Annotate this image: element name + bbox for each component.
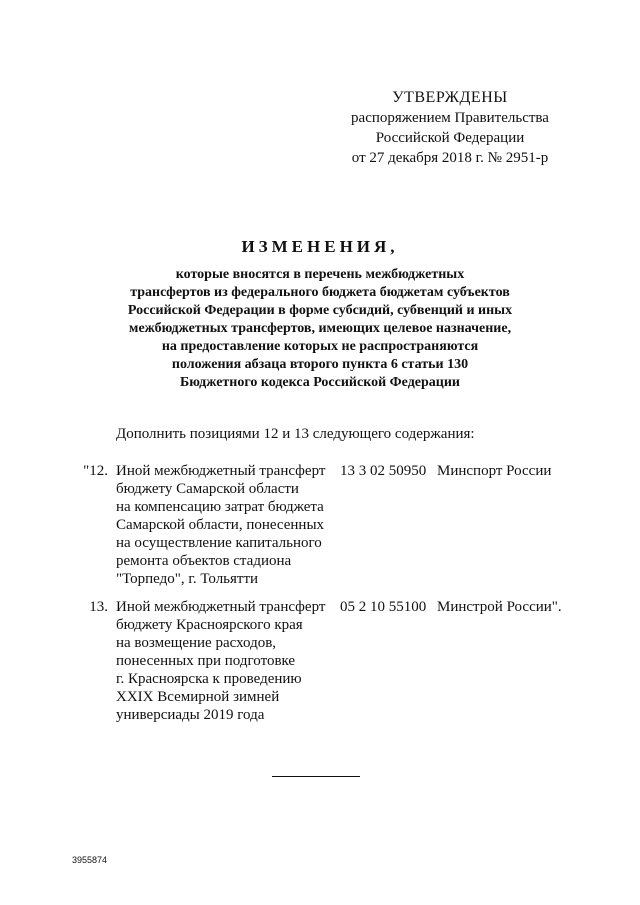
item-number: "12. [83,463,108,479]
subtitle-line: которые вносятся в перечень межбюджетных [175,267,465,282]
item-number: 13. [89,599,108,615]
item-description [116,598,336,724]
subtitle-line: межбюджетных трансфертов, имеющих целевое назначение, [128,321,512,336]
description-line: на возмещение расходов, [116,635,277,651]
subtitle-line: Российской Федерации в форме субсидий, субвенций и иных [127,303,513,318]
document-title: ИЗМЕНЕНИЯ, [241,237,399,256]
description-line: понесенных при подготовке [116,653,296,669]
description-line: на компенсацию затрат бюджета [116,499,324,515]
approval-line-3: от 27 декабря 2018 г. № 2951-р [351,150,549,166]
description-line: на осуществление капитального [116,535,322,551]
description-line: Самарской области, понесенных [116,517,325,533]
description-line: г. Красноярска к проведению [116,671,302,687]
description-line: бюджету Самарской области [116,481,299,497]
item-agency: Минстрой России". [437,599,562,615]
description-line: Иной межбюджетный трансферт [116,463,326,479]
description-line: "Торпедо", г. Тольятти [116,571,259,587]
subtitle-line: трансфертов из федерального бюджета бюджетам субъектов [130,285,510,300]
description-line: универсиады 2019 года [116,707,265,723]
subtitle-line: положения абзаца второго пункта 6 статьи 130 [171,357,469,372]
item-agency: Минспорт России [437,463,552,479]
approval-line-2: Российской Федерации [375,130,525,146]
description-line: бюджету Красноярского края [116,617,303,633]
item-description [116,462,336,588]
intro-paragraph: Дополнить позициями 12 и 13 следующего содержания: [116,426,475,442]
document-heading [60,236,580,392]
description-line: XXIX Всемирной зимней [116,689,280,705]
approval-block [330,88,570,168]
document-number: 3955874 [72,855,108,865]
item-code: 13 3 02 50950 [340,463,427,479]
subtitle-line: на предоставление которых не распространяются [161,339,479,354]
document-subtitle [60,266,580,392]
approval-line-1: распоряжением Правительства [351,110,549,126]
approval-title: УТВЕРЖДЕНЫ [392,89,508,106]
description-line: Иной межбюджетный трансферт [116,599,326,615]
description-line: ремонта объектов стадиона [116,553,292,569]
item-code: 05 2 10 55100 [340,599,427,615]
end-divider [272,776,360,777]
subtitle-line: Бюджетного кодекса Российской Федерации [179,375,460,390]
